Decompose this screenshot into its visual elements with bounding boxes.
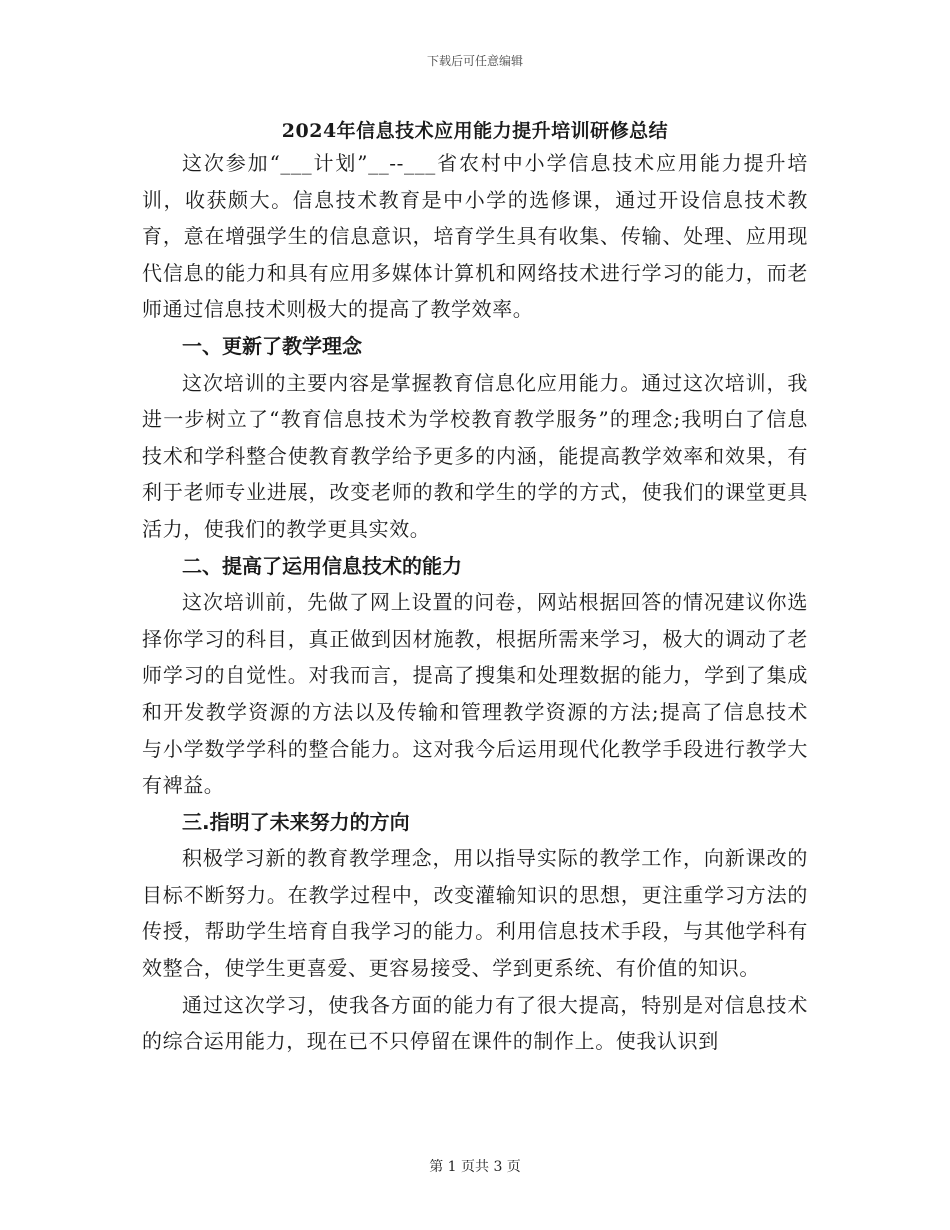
page-footer: 第 1 页共 3 页 [429,1159,521,1175]
document-title: 2024年信息技术应用能力提升培训研修总结 [281,120,669,142]
paragraph-section-1: 这次培训的主要内容是掌握教育信息化应用能力。通过这次培训，我进一步树立了“教育信息技术为学校教育教学服务”的理念;我明白了信息技术和学科整合使教育教学给予更多的内涵，能提高教学效率和效果，有利于老师专业进展，改变老师的教和学生的学的方式，使我们的课堂更具活力，使我们的教学更具实效。 [142,370,808,541]
paragraph-section-2: 这次培训前，先做了网上设置的问卷，网站根据回答的情况建议你选择你学习的科目，真正做到因材施教，根据所需来学习，极大的调动了老师学习的自觉性。对我而言，提高了搜集和处理数据的能力，学到了集成和开发教学资源的方法以及传输和管理教学资源的方法;提高了信息技术与小学数学学科的整合能力。这对我今后运用现代化教学手段进行教学大有裨益。 [142,590,808,798]
paragraph-conclusion: 通过这次学习，使我各方面的能力有了很大提高，特别是对信息技术的综合运用能力，现在已不只停留在课件的制作上。使我认识到 [142,992,808,1054]
document-body [142,145,808,1060]
header-note: 下载后可任意编辑 [426,54,523,68]
section-heading-3: 三.指明了未来努力的方向 [182,809,410,834]
paragraph-section-3: 积极学习新的教育教学理念，用以指导实际的教学工作，向新课改的目标不断努力。在教学过程中，改变灌输知识的思想，更注重学习方法的传授，帮助学生培育自我学习的能力。利用信息技术手段，与其他学科有效整合，使学生更喜爱、更容易接受、学到更系统、有价值的知识。 [142,846,808,981]
paragraph-intro: 这次参加“___计划”__--___省农村中小学信息技术应用能力提升培训，收获颇大。信息技术教育是中小学的选修课，通过开设信息技术教育，意在增强学生的信息意识，培育学生具有收集、传输、处理、应用现代信息的能力和具有应用多媒体计算机和网络技术进行学习的能力，而老师通过信息技术则极大的提高了教学效率。 [142,151,808,322]
section-heading-1: 一、更新了教学理念 [182,333,362,358]
section-heading-2: 二、提高了运用信息技术的能力 [182,553,462,578]
